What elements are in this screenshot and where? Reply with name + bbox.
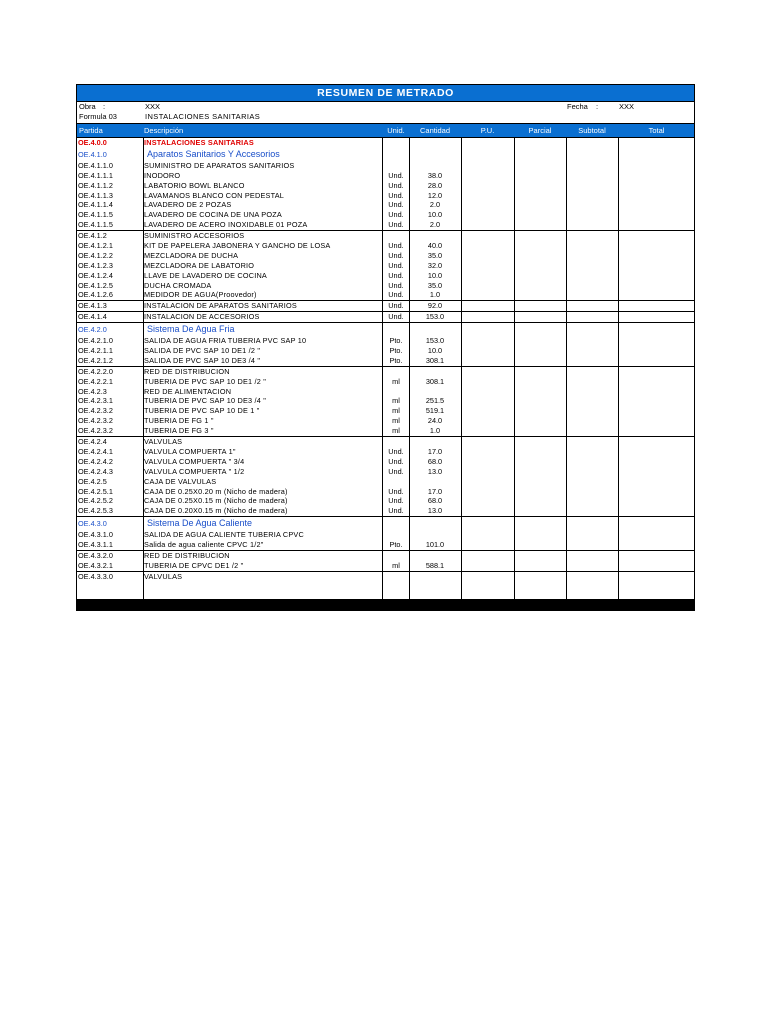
row-code: OE.4.1.2.2 [78, 250, 113, 260]
row-quantity: 13.0 [427, 466, 443, 476]
metrado-sheet [76, 84, 695, 611]
table-row [77, 290, 694, 300]
row-quantity: 2.0 [429, 220, 441, 230]
table-row [77, 322, 694, 336]
row-code: OE.4.0.0 [78, 138, 107, 147]
table-row [77, 220, 694, 230]
table-row [77, 281, 694, 291]
table-row [77, 241, 694, 251]
table-body [76, 138, 695, 600]
row-code: OE.4.1.2.4 [78, 270, 113, 280]
row-description: VALVULAS [144, 571, 183, 581]
obra-colon: : [103, 102, 106, 111]
row-description: LAVADERO DE 2 POZAS [144, 200, 232, 210]
table-row [77, 550, 694, 561]
table-row [77, 191, 694, 201]
row-description: TUBERIA DE CPVC DE1 /2 " [144, 560, 244, 570]
row-quantity: 1.0 [429, 426, 441, 436]
table-row [77, 447, 694, 457]
row-code: OE.4.1.0 [78, 149, 107, 159]
row-description: LAVADERO DE ACERO INOXIDABLE 01 POZA [144, 220, 308, 230]
row-code: OE.4.3.1.0 [78, 530, 113, 540]
row-description: Salida de agua caliente CPVC 1/2" [144, 540, 264, 550]
row-description: INSTALACION DE ACCESORIOS [144, 312, 260, 322]
row-description: LLAVE DE LAVADERO DE COCINA [144, 270, 267, 280]
row-unit: Und. [388, 466, 404, 476]
row-code: OE.4.3.1.1 [78, 540, 113, 550]
formula-label: Formula 03 [79, 112, 117, 121]
table-row [77, 571, 694, 582]
row-unit: ml [392, 426, 400, 436]
row-code: OE.4.2.4.1 [78, 446, 113, 456]
table-row [77, 506, 694, 516]
row-quantity: 13.0 [427, 506, 443, 516]
row-code: OE.4.1.1.3 [78, 190, 113, 200]
row-unit: Und. [388, 241, 404, 251]
sheet-title: RESUMEN DE METRADO [76, 84, 695, 102]
table-row [77, 138, 694, 148]
row-quantity: 35.0 [427, 280, 443, 290]
table-row [77, 251, 694, 261]
row-quantity: 40.0 [427, 241, 443, 251]
col-pu: P.U. [480, 126, 495, 135]
row-quantity: 308.1 [425, 376, 445, 386]
table-row [77, 148, 694, 161]
row-unit: ml [392, 376, 400, 386]
row-unit: Und. [388, 312, 404, 322]
row-description: CAJA DE 0.25X0.20 m (Nicho de madera) [144, 486, 288, 496]
formula-value: INSTALACIONES SANITARIAS [145, 112, 261, 121]
row-unit: ml [392, 396, 400, 406]
table-row [77, 171, 694, 181]
row-description: SALIDA DE PVC SAP 10 DE3 /4 " [144, 355, 261, 365]
row-description: SALIDA DE PVC SAP 10 DE1 /2 " [144, 346, 261, 356]
row-code: OE.4.1.1.0 [78, 160, 113, 170]
col-cantidad: Cantidad [419, 126, 451, 135]
row-code: OE.4.1.1.2 [78, 180, 113, 190]
fecha-colon: : [596, 102, 599, 111]
row-unit: Und. [388, 486, 404, 496]
row-code: OE.4.1.2.1 [78, 241, 113, 251]
row-quantity: 10.0 [427, 346, 443, 356]
row-code: OE.4.2.1.1 [78, 346, 113, 356]
col-descripcion: Descripción [144, 126, 184, 135]
row-unit: Und. [388, 220, 404, 230]
row-unit: ml [392, 416, 400, 426]
row-quantity: 38.0 [427, 170, 443, 180]
row-quantity: 92.0 [427, 301, 443, 311]
row-code: OE.4.2.3.2 [78, 426, 113, 436]
table-row [77, 161, 694, 171]
row-unit: Und. [388, 496, 404, 506]
table-row [77, 436, 694, 447]
row-unit: ml [392, 560, 400, 570]
row-description: TUBERIA DE PVC SAP 10 DE 1 " [144, 406, 260, 416]
row-code: OE.4.2.3.2 [78, 406, 113, 416]
row-description: DUCHA CROMADA [144, 280, 212, 290]
row-unit: Und. [388, 301, 404, 311]
row-code: OE.4.2.2.1 [78, 376, 113, 386]
row-code: OE.4.2.3.2 [78, 416, 113, 426]
table-row [77, 406, 694, 416]
row-quantity: 1.0 [429, 290, 441, 300]
table-row [77, 261, 694, 271]
row-unit: Und. [388, 280, 404, 290]
row-quantity: 588.1 [425, 560, 445, 570]
row-description: RED DE DISTRIBUCION [144, 550, 230, 560]
row-description: MEZCLADORA DE DUCHA [144, 250, 239, 260]
table-row [77, 496, 694, 506]
row-unit: Und. [388, 456, 404, 466]
row-description: CAJA DE 0.25X0.15 m (Nicho de madera) [144, 496, 288, 506]
row-code: OE.4.1.3 [78, 301, 107, 311]
row-code: OE.4.3.2.1 [78, 560, 113, 570]
row-unit: Pto. [389, 355, 403, 365]
column-header-row [76, 124, 695, 138]
row-description: CAJA DE VALVULAS [144, 476, 217, 486]
table-row [77, 181, 694, 191]
row-code: OE.4.2.1.2 [78, 355, 113, 365]
row-description: VALVULA COMPUERTA " 1/2 [144, 466, 245, 476]
row-unit: Und. [388, 290, 404, 300]
row-description: TUBERIA DE FG 3 " [144, 426, 214, 436]
table-row [77, 487, 694, 497]
table-row [77, 387, 694, 397]
table-row [77, 396, 694, 406]
col-total: Total [648, 126, 665, 135]
row-quantity: 519.1 [425, 406, 445, 416]
row-code: OE.4.2.5.2 [78, 496, 113, 506]
row-unit: Und. [388, 250, 404, 260]
row-quantity: 2.0 [429, 200, 441, 210]
row-quantity: 17.0 [427, 486, 443, 496]
row-code: OE.4.2.0 [78, 325, 107, 335]
row-code: OE.4.2.4 [78, 437, 107, 447]
row-quantity: 153.0 [425, 336, 445, 346]
row-code: OE.4.1.2.6 [78, 290, 113, 300]
table-row [77, 200, 694, 210]
row-code: OE.4.1.1.1 [78, 170, 113, 180]
table-row [77, 516, 694, 530]
row-code: OE.4.2.4.2 [78, 456, 113, 466]
row-unit: Und. [388, 170, 404, 180]
row-code: OE.4.3.2.0 [78, 550, 113, 560]
row-quantity: 153.0 [425, 312, 445, 322]
row-quantity: 68.0 [427, 456, 443, 466]
row-unit: ml [392, 406, 400, 416]
row-description: INSTALACION DE APARATOS SANITARIOS [144, 301, 297, 311]
row-description: CAJA DE 0.20X0.15 m (Nicho de madera) [144, 506, 288, 516]
row-description: MEDIDOR DE AGUA(Proovedor) [144, 290, 257, 300]
footer-bar [76, 600, 695, 611]
row-code: OE.4.1.1.5 [78, 220, 113, 230]
table-row [77, 416, 694, 426]
row-description: LABATORIO BOWL BLANCO [144, 180, 245, 190]
row-quantity: 68.0 [427, 496, 443, 506]
row-description: SALIDA DE AGUA CALIENTE TUBERIA CPVC [144, 530, 304, 540]
row-quantity: 24.0 [427, 416, 443, 426]
table-row [77, 561, 694, 571]
row-description: INODORO [144, 170, 181, 180]
row-quantity: 32.0 [427, 260, 443, 270]
row-description: MEZCLADORA DE LABATORIO [144, 260, 255, 270]
info-block [76, 102, 695, 124]
row-unit: Pto. [389, 336, 403, 346]
row-description: KIT DE PAPELERA JABONERA Y GANCHO DE LOSA [144, 241, 331, 251]
row-quantity: 101.0 [425, 540, 445, 550]
row-description: TUBERIA DE PVC SAP 10 DE1 /2 " [144, 376, 267, 386]
row-description: VALVULA COMPUERTA " 3/4 [144, 456, 245, 466]
row-description: SALIDA DE AGUA FRIA TUBERIA PVC SAP 10 [144, 336, 307, 346]
row-code: OE.4.1.2 [78, 231, 107, 241]
row-description: VALVULA COMPUERTA 1" [144, 446, 236, 456]
row-code: OE.4.2.5.3 [78, 506, 113, 516]
row-description: LAVAMANOS BLANCO CON PEDESTAL [144, 190, 285, 200]
table-row [77, 457, 694, 467]
row-unit: Und. [388, 506, 404, 516]
row-quantity: 308.1 [425, 355, 445, 365]
row-quantity: 35.0 [427, 250, 443, 260]
row-unit: Pto. [389, 540, 403, 550]
obra-label: Obra [79, 102, 96, 111]
row-unit: Und. [388, 180, 404, 190]
row-quantity: 10.0 [427, 270, 443, 280]
row-code: OE.4.1.4 [78, 312, 107, 322]
row-code: OE.4.2.3.1 [78, 396, 113, 406]
table-row [77, 336, 694, 346]
fecha-label: Fecha [567, 102, 588, 111]
table-row [77, 477, 694, 487]
row-description: INSTALACIONES SANITARIAS [144, 138, 254, 147]
row-description: Sistema De Agua Caliente [147, 518, 253, 529]
row-code: OE.4.1.1.5 [78, 210, 113, 220]
table-row [77, 300, 694, 311]
row-unit: Und. [388, 200, 404, 210]
col-partida: Partida [79, 126, 103, 135]
table-row [77, 230, 694, 241]
row-code: OE.4.2.1.0 [78, 336, 113, 346]
row-unit: Pto. [389, 346, 403, 356]
row-quantity: 17.0 [427, 446, 443, 456]
row-description: TUBERIA DE FG 1 " [144, 416, 214, 426]
row-quantity: 251.5 [425, 396, 445, 406]
row-unit: Und. [388, 446, 404, 456]
row-code: OE.4.3.0 [78, 519, 107, 529]
row-unit: Und. [388, 270, 404, 280]
table-row [77, 356, 694, 366]
table-row [77, 366, 694, 377]
table-row [77, 210, 694, 220]
table-row [77, 540, 694, 550]
row-description: Sistema De Agua Fria [147, 324, 235, 335]
table-row [77, 271, 694, 281]
obra-value: XXX [145, 102, 161, 111]
row-description: LAVADERO DE COCINA DE UNA POZA [144, 210, 282, 220]
row-description: TUBERIA DE PVC SAP 10 DE3 /4 " [144, 396, 267, 406]
row-description: RED DE DISTRIBUCION [144, 366, 230, 376]
row-code: OE.4.2.4.3 [78, 466, 113, 476]
row-code: OE.4.2.5.1 [78, 486, 113, 496]
row-unit: Und. [388, 210, 404, 220]
row-code: OE.4.2.3 [78, 386, 107, 396]
col-parcial: Parcial [528, 126, 552, 135]
row-quantity: 12.0 [427, 190, 443, 200]
row-quantity: 28.0 [427, 180, 443, 190]
row-unit: Und. [388, 260, 404, 270]
row-description: VALVULAS [144, 437, 183, 447]
table-row [77, 426, 694, 436]
fecha-value: XXX [619, 102, 635, 111]
table-row [77, 311, 694, 322]
table-row [77, 377, 694, 387]
row-code: OE.4.3.3.0 [78, 571, 113, 581]
row-code: OE.4.1.2.3 [78, 260, 113, 270]
row-unit: Und. [388, 190, 404, 200]
table-row [77, 530, 694, 540]
row-code: OE.4.2.2.0 [78, 366, 113, 376]
row-quantity: 10.0 [427, 210, 443, 220]
table-row [77, 467, 694, 477]
row-code: OE.4.1.2.5 [78, 280, 113, 290]
row-description: SUMINISTRO ACCESORIOS [144, 231, 245, 241]
row-description: SUMINISTRO DE APARATOS SANITARIOS [144, 160, 295, 170]
rows-container [77, 138, 694, 582]
col-unid: Unid. [387, 126, 405, 135]
row-code: OE.4.2.5 [78, 476, 107, 486]
row-description: Aparatos Sanitarios Y Accesorios [147, 148, 280, 159]
table-row [77, 346, 694, 356]
row-description: RED DE ALIMENTACION [144, 386, 232, 396]
col-subtotal: Subtotal [578, 126, 606, 135]
row-code: OE.4.1.1.4 [78, 200, 113, 210]
